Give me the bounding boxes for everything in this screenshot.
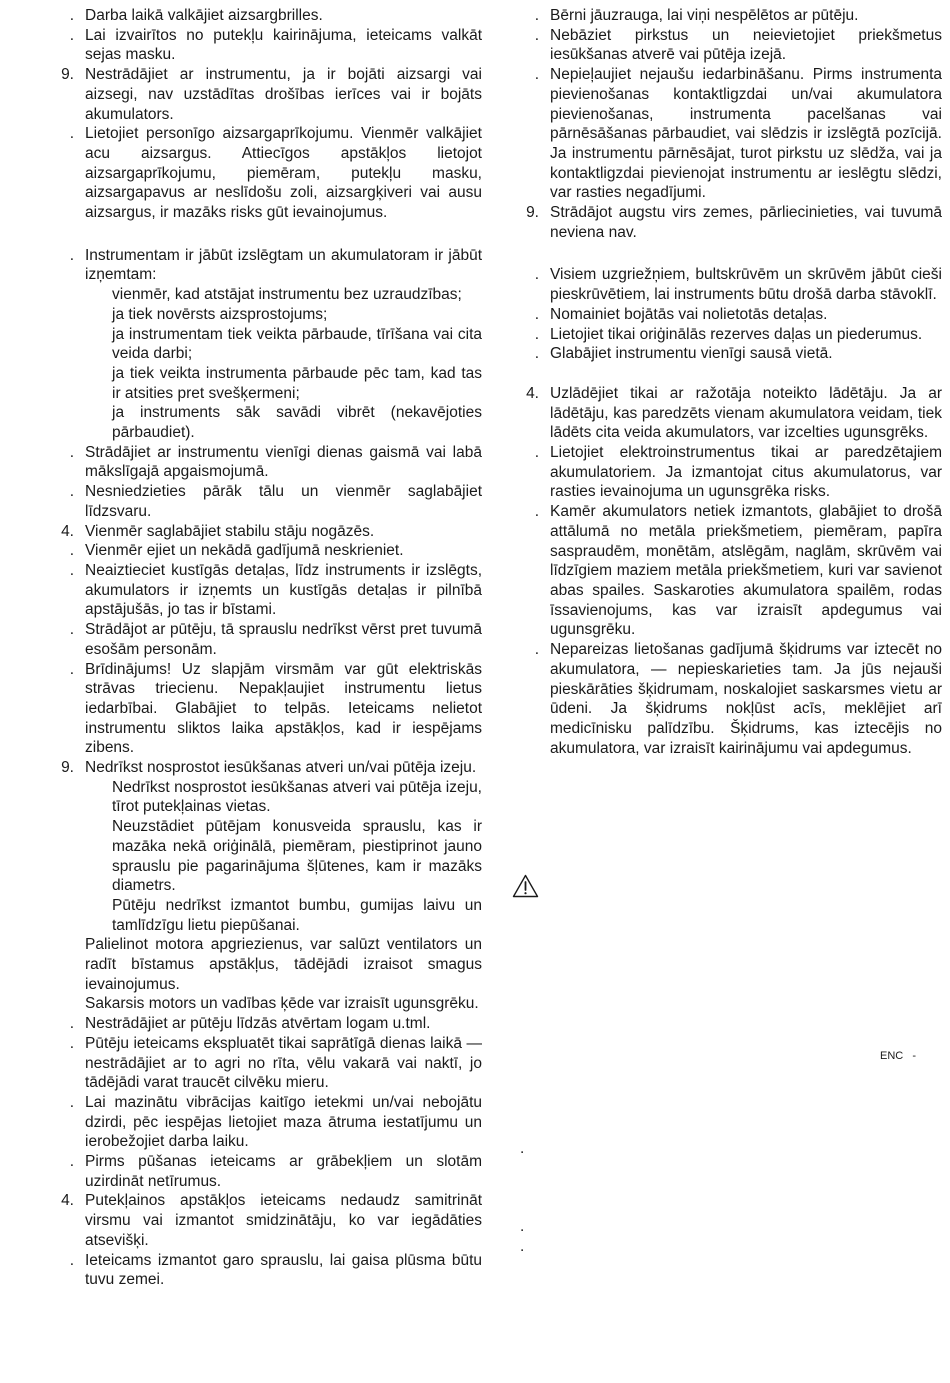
- list-item-text: Nepieļaujiet nejaušu iedarbināšanu. Pirms instrumenta pievienošanas kontaktligzdai un/vai akumulatora pievienošanas, instrumenta pacelšanas vai pārnēsāšanas pārbaudiet, vai slēdzis ir izslēgtā pozīcijā. Ja instrumentu pārnēsājat, turot pirkstu uz slēdža, vai ja kontaktligzdai pievienojat instrumentu ar ieslēgtu slēdzi, var rasties negadījumi.: [550, 66, 942, 202]
- list-item-marker: .: [69, 246, 74, 264]
- list-item: [44, 1034, 482, 1093]
- list-item-text: Nestrādājiet ar pūtēju līdzās atvērtam logam u.tml.: [85, 1015, 431, 1033]
- list-item-marker: 4.: [61, 522, 74, 540]
- list-item: [44, 1093, 482, 1152]
- list-item-text: Strādājiet ar instrumentu vienīgi dienas gaismā vai labā mākslīgajā apgaismojumā.: [85, 443, 482, 481]
- sub-item: Neuzstādiet pūtējam konusveida sprauslu, kas ir mazāka nekā oriģinālā, piemēram, piestiprinot jauno sprauslu pie pagarinājuma šļūtenes, kam ir mazāks diametrs.: [112, 818, 482, 895]
- list-item-text: Uzlādējiet tikai ar ražotāja noteikto lādētāju. Ja ar lādētāju, kas paredzēts vienam akumulatora veidam, tiek lādēts cita veida akumulators, var izcelties ugunsgrēks.: [550, 384, 942, 442]
- sub-item: ja instrumentam tiek veikta pārbaude, tīrīšana vai cita veida darbi;: [112, 325, 482, 363]
- list-item-text: Nebāziet pirkstus un neievietojiet priekšmetus iesūkšanas atverē vai pūtēja izejā.: [550, 26, 942, 64]
- list-item-text: Nestrādājiet ar instrumentu, ja ir bojāti aizsargi vai aizsegi, nav uzstādītas drošības ierīces vai ir bojāts akumulators.: [85, 66, 482, 123]
- list-item-marker: .: [534, 444, 539, 462]
- list-item: [44, 1014, 482, 1034]
- list-item-text: Pūtēju ieteicams ekspluatēt tikai saprātīgā dienas laikā — nestrādājiet ar to agri no rīta, vēlu vakarā vai naktī, jo tādējādi varat traucēt cilvēku mieru.: [85, 1034, 482, 1092]
- list-item-marker: 4.: [61, 1192, 74, 1210]
- list-item-marker: .: [69, 483, 74, 501]
- list-item: [44, 1152, 482, 1191]
- list-item-text: Lai mazinātu vibrācijas kaitīgo ietekmi un/vai nebojātu dzirdi, pēc iespējas lietojiet maza ātruma iestatījumu un ierobežojiet darba laiku.: [85, 1093, 482, 1151]
- list-item: [44, 660, 482, 759]
- list-item-marker: .: [534, 325, 539, 343]
- sub-item: ja tiek novērsts aizsprostojums;: [112, 305, 328, 323]
- list-item-marker: .: [69, 660, 74, 678]
- section-gap: [509, 364, 942, 384]
- list-item: [44, 6, 482, 26]
- list-item-marker: .: [534, 305, 539, 323]
- stray-dot-2: .: [520, 1218, 525, 1235]
- list-item: [44, 443, 482, 482]
- sub-item: ja instruments sāk savādi vibrēt (nekavējoties pārbaudiet).: [112, 404, 482, 442]
- list-item-text: Lietojiet tikai oriģinālās rezerves daļas un piederumus.: [550, 325, 923, 343]
- list-item-marker: .: [534, 26, 539, 44]
- list-item-text: Ieteicams izmantot garo sprauslu, lai gaisa plūsma būtu tuvu zemei.: [85, 1251, 482, 1289]
- list-item-text: Nesniedzieties pārāk tālu un vienmēr saglabājiet līdzsvaru.: [85, 483, 482, 520]
- list-item-text: Putekļainos apstākļos ieteicams nedaudz samitrināt virsmu vai izmantot smidzinātāju, ko var iegādāties atsevišķi.: [85, 1192, 482, 1249]
- list-item: [509, 203, 942, 242]
- list-item-text: Lietojiet personīgo aizsargaprīkojumu. Vienmēr valkājiet acu aizsargus. Attiecīgos apstākļos lietojot aizsargaprīkojumu, piemēram, putekļu masku, aizsargapavus ar neslīdošu zoli, aizsargķiveri vai ausu aizsargus, ir mazāks risks gūt ievainojumus.: [85, 125, 482, 222]
- sub-item: ja tiek veikta instrumenta pārbaude pēc tam, kad tas ir atsities pret svešķermeni;: [112, 364, 482, 402]
- list-item-marker: .: [69, 1153, 74, 1171]
- list-item-marker: 9.: [526, 204, 539, 222]
- list-item-marker: .: [534, 7, 539, 24]
- stray-dot-3: .: [520, 1238, 525, 1255]
- paragraph: Palielinot motora apgriezienus, var salūzt ventilators un radīt bīstamus apstākļus, tādējādi izraisot smagus ievainojumus.: [85, 936, 482, 993]
- list-item: [44, 522, 482, 542]
- list-item-marker: .: [534, 66, 539, 84]
- list-item: [44, 620, 482, 659]
- list-item: [509, 305, 942, 325]
- list-item-text: Strādājot ar pūtēju, tā sprauslu nedrīkst vērst pret tuvumā esošām personām.: [85, 621, 482, 658]
- list-item-text: Bērni jāuzrauga, lai viņi nespēlētos ar pūtēju.: [550, 7, 859, 24]
- list-item: [509, 6, 942, 26]
- list-item-text: Neaiztieciet kustīgās detaļas, līdz instruments ir izslēgts, akumulators ir izņemts un kustīgās detaļas ir pilnībā apstājušās, jo tas ir bīstami.: [85, 561, 482, 619]
- page-code-label: ENC -: [880, 1050, 917, 1062]
- list-item: [509, 325, 942, 345]
- list-item-marker: .: [69, 561, 74, 579]
- section-gap: [44, 223, 482, 246]
- list-item: [44, 1251, 482, 1290]
- list-item-text: Instrumentam ir jābūt izslēgtam un akumulatoram ir jābūt izņemtam:: [85, 246, 482, 284]
- list-item: [509, 443, 942, 502]
- list-item: [44, 541, 482, 561]
- list-item-text: Visiem uzgriežņiem, bultskrūvēm un skrūvēm jābūt cieši pieskrūvētiem, lai instruments būtu drošā darba stāvoklī.: [550, 266, 942, 304]
- list-item-marker: .: [69, 26, 74, 44]
- list-item: [509, 640, 942, 758]
- list-item: [44, 1191, 482, 1250]
- list-item: [44, 246, 482, 285]
- list-item: [509, 26, 942, 65]
- list-item: [509, 265, 942, 304]
- list-item-text: Vienmēr saglabājiet stabilu stāju nogāzēs.: [85, 522, 375, 540]
- list-item-text: Nepareizas lietošanas gadījumā šķidrums var iztecēt no akumulatora, — nepieskarieties tam. Ja jūs nejauši pieskārāties šķidrumam, noskalojiet saskarsmes vietu ar ūdeni. Ja šķidrums nokļūst acīs, meklējiet arī medicīnisku palīdzību. Šķidrums, kas iztecējis no akumulatora, var izraisīt kairinājumu vai apdegumus.: [550, 641, 942, 757]
- list-item-marker: .: [69, 1093, 74, 1111]
- paragraph: Sakarsis motors un vadības ķēde var izraisīt ugunsgrēku.: [85, 995, 479, 1013]
- list-item-marker: .: [69, 125, 74, 143]
- list-item-text: Lai izvairītos no putekļu kairinājuma, ieteicams valkāt sejas masku.: [85, 26, 482, 64]
- list-item-text: Strādājot augstu virs zemes, pārliecinieties, vai tuvumā neviena nav.: [550, 204, 942, 241]
- list-item: [44, 124, 482, 223]
- list-item: [44, 482, 482, 521]
- list-item-text: Darba laikā valkājiet aizsargbrilles.: [85, 7, 323, 24]
- list-item-marker: .: [534, 345, 539, 363]
- list-item: [509, 384, 942, 443]
- stray-dot-1: .: [520, 1140, 525, 1157]
- list-item-text: Brīdinājums! Uz slapjām virsmām var gūt elektriskās strāvas triecienu. Nepakļaujiet instrumentu lietus iedarbībai. Glabājiet to telpās. Ieteicams nelietot instrumentu sliktos laika apstākļos, kad ir iespējams zibens.: [85, 660, 482, 757]
- list-item: [509, 65, 942, 203]
- list-item: [44, 561, 482, 620]
- list-item: [509, 502, 942, 640]
- list-item-marker: 9.: [61, 66, 74, 84]
- list-item-marker: 9.: [61, 759, 74, 777]
- sub-item: vienmēr, kad atstājat instrumentu bez uzraudzības;: [112, 286, 462, 304]
- warning-triangle-icon: [512, 874, 539, 898]
- list-item-text: Lietojiet elektroinstrumentus tikai ar paredzētajiem akumulatoriem. Ja izmantojat citus akumulatorus, var rasties ievainojuma un ugunsgrēka risks.: [550, 444, 942, 501]
- left-column: [44, 6, 482, 1290]
- list-item-marker: .: [69, 443, 74, 461]
- list-item-marker: .: [69, 7, 74, 24]
- right-column: [509, 6, 942, 758]
- list-item-marker: .: [534, 266, 539, 284]
- list-item-marker: .: [69, 621, 74, 639]
- list-item-marker: .: [69, 1015, 74, 1033]
- list-item-text: Nedrīkst nosprostot iesūkšanas atveri un/vai pūtēja izeju.: [85, 759, 477, 777]
- list-item: [509, 344, 942, 364]
- list-item-text: Glabājiet instrumentu vienīgi sausā vietā.: [550, 345, 833, 363]
- list-item-marker: .: [69, 1251, 74, 1269]
- section-gap: [509, 242, 942, 265]
- list-item-text: Kamēr akumulators netiek izmantots, glabājiet to drošā attālumā no metāla priekšmetiem, piemēram, papīra saspraudēm, monētām, atslēgām, naglām, skrūvēm vai līdzīgiem maziem metāla priekšmetiem, kuri var savienot abas spailes. Saskaroties akumulatora spailēm, rodas īssavienojums, kas var izraisīt apdegumus vai ugunsgrēku.: [550, 503, 942, 639]
- list-item-marker: .: [534, 503, 539, 521]
- list-item-text: Nomainiet bojātās vai nolietotās detaļas.: [550, 305, 828, 323]
- list-item-text: Vienmēr ejiet un nekādā gadījumā neskrieniet.: [85, 542, 404, 560]
- list-item-marker: .: [69, 1034, 74, 1052]
- list-item: [44, 758, 482, 778]
- list-item-marker: 4.: [526, 384, 539, 402]
- list-item-text: Pirms pūšanas ieteicams ar grābekļiem un slotām uzirdināt netīrumus.: [85, 1153, 482, 1190]
- list-item-marker: .: [69, 542, 74, 560]
- list-item: [44, 65, 482, 124]
- sub-item: Pūtēju nedrīkst izmantot bumbu, gumijas laivu un tamlīdzīgu lietu piepūšanai.: [112, 896, 482, 934]
- sub-item: Nedrīkst nosprostot iesūkšanas atveri vai pūtēja izeju, tīrot putekļainas vietas.: [112, 778, 482, 816]
- list-item: [44, 26, 482, 65]
- list-item-marker: .: [534, 641, 539, 659]
